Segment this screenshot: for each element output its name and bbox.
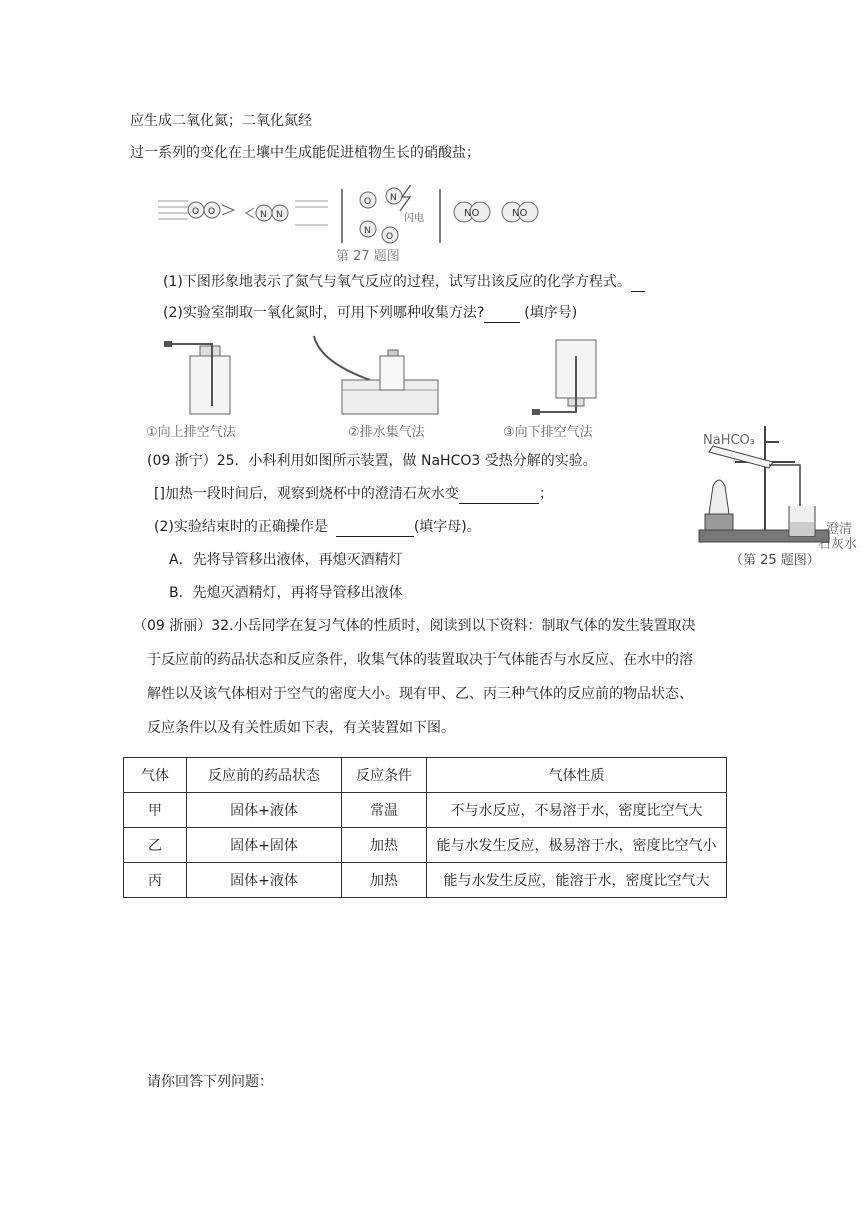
water-displacement-figure — [310, 332, 450, 418]
svg-text:O: O — [386, 232, 394, 242]
svg-text:O: O — [364, 197, 372, 207]
intro-line-1: 应生成二氧化氮；二氧化氮经 — [130, 113, 312, 129]
table-cell: 不与水反应，不易溶于水，密度比空气大 — [427, 793, 727, 828]
intro-line-2: 过一系列的变化在土壤中生成能促进植物生长的硝酸盐； — [130, 145, 480, 161]
table-cell: 丙 — [124, 863, 187, 898]
table-cell: 固体+液体 — [187, 863, 342, 898]
answer-blank[interactable] — [336, 536, 414, 537]
table-row — [124, 863, 727, 898]
table-header-cell: 气体 — [124, 758, 187, 793]
table-cell: 固体+固体 — [187, 828, 342, 863]
answer-blank[interactable] — [459, 503, 539, 504]
table-cell: 常温 — [342, 793, 427, 828]
beaker-label-2: 石灰水 — [818, 537, 858, 552]
beaker-label-1: 澄清 — [826, 522, 853, 537]
table-row — [124, 793, 727, 828]
q27-part1: (1)下图形象地表示了氮气与氧气反应的过程，试写出该反应的化学方程式。 — [163, 272, 645, 292]
svg-text:NO: NO — [464, 208, 480, 219]
downward-air-collection-figure — [530, 336, 620, 418]
method-2-label: ②排水集气法 — [348, 425, 425, 440]
q32-line-2: 于反应前的药品状态和反应条件，收集气体的装置取决于气体能否与水反应、在水中的溶 — [147, 652, 693, 668]
svg-text:N: N — [276, 210, 283, 220]
upward-air-collection-figure — [150, 336, 260, 418]
table-cell: 固体+液体 — [187, 793, 342, 828]
figure-25-caption: （第 25 题图） — [730, 553, 820, 568]
table-header-row — [124, 758, 727, 793]
svg-text:O: O — [208, 207, 216, 217]
method-3-label: ③向下排空气法 — [503, 425, 593, 440]
table-cell: 能与水发生反应，极易溶于水，密度比空气小 — [427, 828, 727, 863]
table-cell: 能与水发生反应，能溶于水，密度比空气大 — [427, 863, 727, 898]
svg-text:闪电: 闪电 — [404, 213, 424, 224]
table-header-cell: 反应条件 — [342, 758, 427, 793]
gas-properties-table — [123, 757, 727, 898]
answer-blank[interactable] — [631, 291, 645, 292]
q25-option-a: A．先将导管移出液体，再熄灭酒精灯 — [169, 552, 403, 568]
table-cell: 乙 — [124, 828, 187, 863]
q25-header: (09 浙宁）25．小科利用如图所示装置，做 NaHCO3 受热分解的实验。 — [147, 453, 597, 469]
closing-prompt: 请你回答下列问题： — [147, 1074, 273, 1090]
q27-part2: (2)实验室制取一氧化氮时，可用下列哪种收集方法? (填序号) — [163, 305, 578, 321]
svg-text:N: N — [260, 210, 267, 220]
answer-blank[interactable] — [484, 322, 520, 323]
q25-option-b: B．先熄灭酒精灯，再将导管移出液体 — [169, 585, 403, 601]
table-header-cell: 气体性质 — [427, 758, 727, 793]
table-cell: 加热 — [342, 828, 427, 863]
svg-text:NO: NO — [512, 208, 528, 219]
o-letter: O — [192, 207, 200, 217]
reagent-label: NaHCO₃ — [703, 433, 755, 448]
svg-text:N: N — [364, 226, 371, 236]
q32-line-4: 反应条件以及有关性质如下表，有关装置如下图。 — [147, 720, 455, 736]
q32-line-3: 解性以及该气体相对于空气的密度大小。现有甲、乙、丙三种气体的反应前的物品状态、 — [147, 686, 693, 702]
table-header-cell: 反应前的药品状态 — [187, 758, 342, 793]
figure-27-caption: 第 27 题图 — [336, 249, 400, 264]
table-cell: 甲 — [124, 793, 187, 828]
q25-part1: []加热一段时间后，观察到烧杯中的澄清石灰水变 ； — [154, 486, 553, 502]
q25-part2: (2)实验结束时的正确操作是 (填字母)。 — [154, 519, 481, 535]
q32-line-1: （09 浙丽）32.小岳同学在复习气体的性质时，阅读到以下资料：制取气体的发生装置取决 — [133, 618, 696, 634]
table-row — [124, 828, 727, 863]
method-1-label: ①向上排空气法 — [146, 425, 236, 440]
table-cell: 加热 — [342, 863, 427, 898]
svg-text:N: N — [390, 193, 397, 203]
